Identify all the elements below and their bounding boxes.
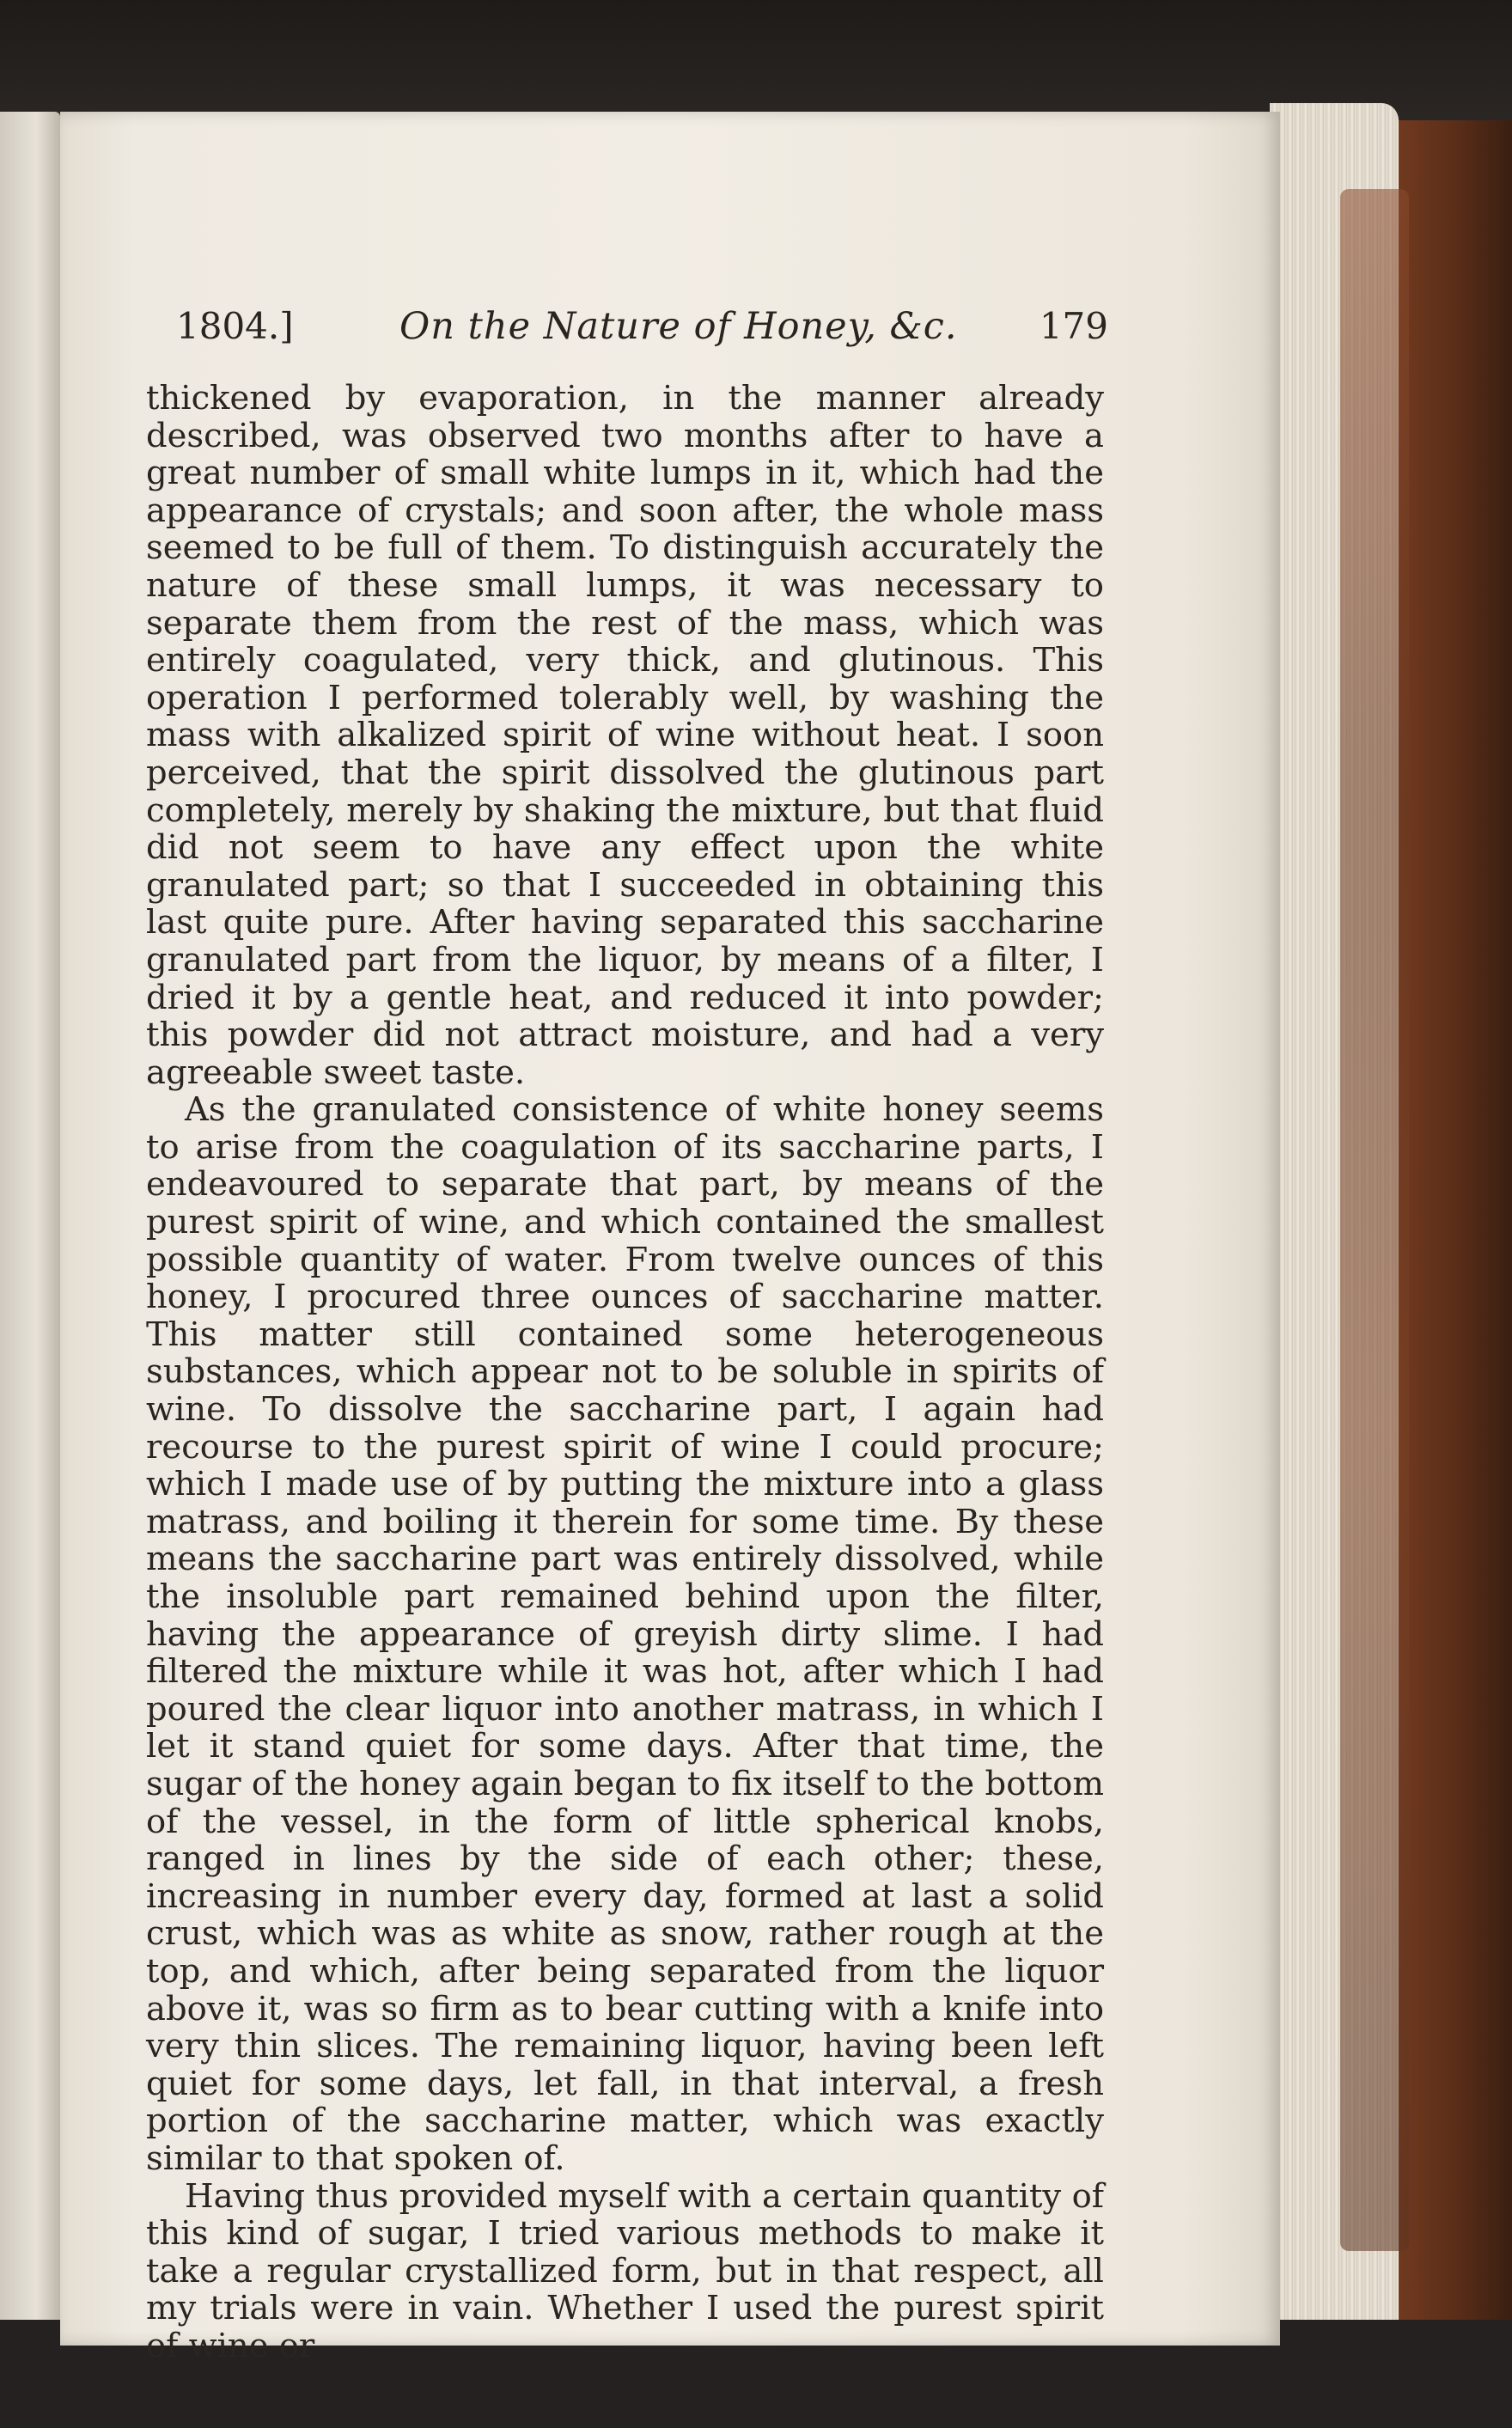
page-number: 179 — [1039, 305, 1108, 347]
paragraph-continued: thickened by evaporation, in the manner already described, was observed two months after to have a great number of small white lumps in it, which had the appearance of crystals; and soon after, the whole mass seemed to be full of them. To distinguish accurately the nature of these small lumps, it was necessary to separate them from the rest of the mass, which was entirely coagulated, very thick, and glutinous. This operation I performed tolerably well, by washing the mass with alkalized spirit of wine without heat. I soon perceived, that the spirit dissolved the glutinous part completely, merely by shaking the mixture, but that fluid did not seem to have any effect upon the white granulated part; so that I succeeded in obtaining this last quite pure. After having separated this saccharine granulated part from the liquor, by means of a filter, I dried it by a gentle heat, and reduced it into powder; this powder did not attract moisture, and had a very agreeable sweet taste. — [146, 379, 1104, 1092]
page-edge-stain — [1340, 189, 1409, 2251]
running-title: On the Nature of Honey, &c. — [399, 305, 958, 348]
header-year: 1804.] — [176, 305, 294, 347]
paragraph-crystallization: Having thus provided myself with a certain quantity of this kind of sugar, I tried various methods to make it take a regular crystallized form, but in that respect, all my trials were in vain. Whether I used the purest spirit of wine or — [146, 2176, 1104, 2365]
facing-page-edge — [0, 112, 60, 2328]
body-text — [146, 380, 1104, 2364]
running-header — [176, 305, 1108, 357]
paragraph-granulated-honey: As the granulated consistence of white honey seems to arise from the coagulation of its saccharine parts, I endeavoured to separate that part, by means of the purest spirit of wine, and which contained the smallest possible quantity of water. From twelve ounces of this honey, I procured three ounces of saccharine matter. This matter still contained some heterogeneous substances, which appear not to be soluble in spirits of wine. To dissolve the saccharine part, I again had recourse to the purest spirit of wine I could procure; which I made use of by putting the mixture into a glass matrass, and boiling it therein for some time. By these means the saccharine part was entirely dissolved, while the insoluble part remained behind upon the filter, having the appearance of greyish dirty slime. I had filtered the mixture while it was hot, after which I had poured the clear liquor into another matrass, in which I let it stand quiet for some days. After that time, the sugar of the honey again began to fix itself to the bottom of the vessel, in the form of little spherical knobs, ranged in lines by the side of each other; these, increasing in number every day, formed at last a solid crust, which was as white as snow, rather rough at the top, and which, after being separated from the liquor above it, was so firm as to bear cutting with a knife into very thin slices. The remaining liquor, having been left quiet for some days, let fall, in that interval, a fresh portion of the saccharine matter, which was exactly similar to that spoken of. — [146, 1090, 1104, 2178]
